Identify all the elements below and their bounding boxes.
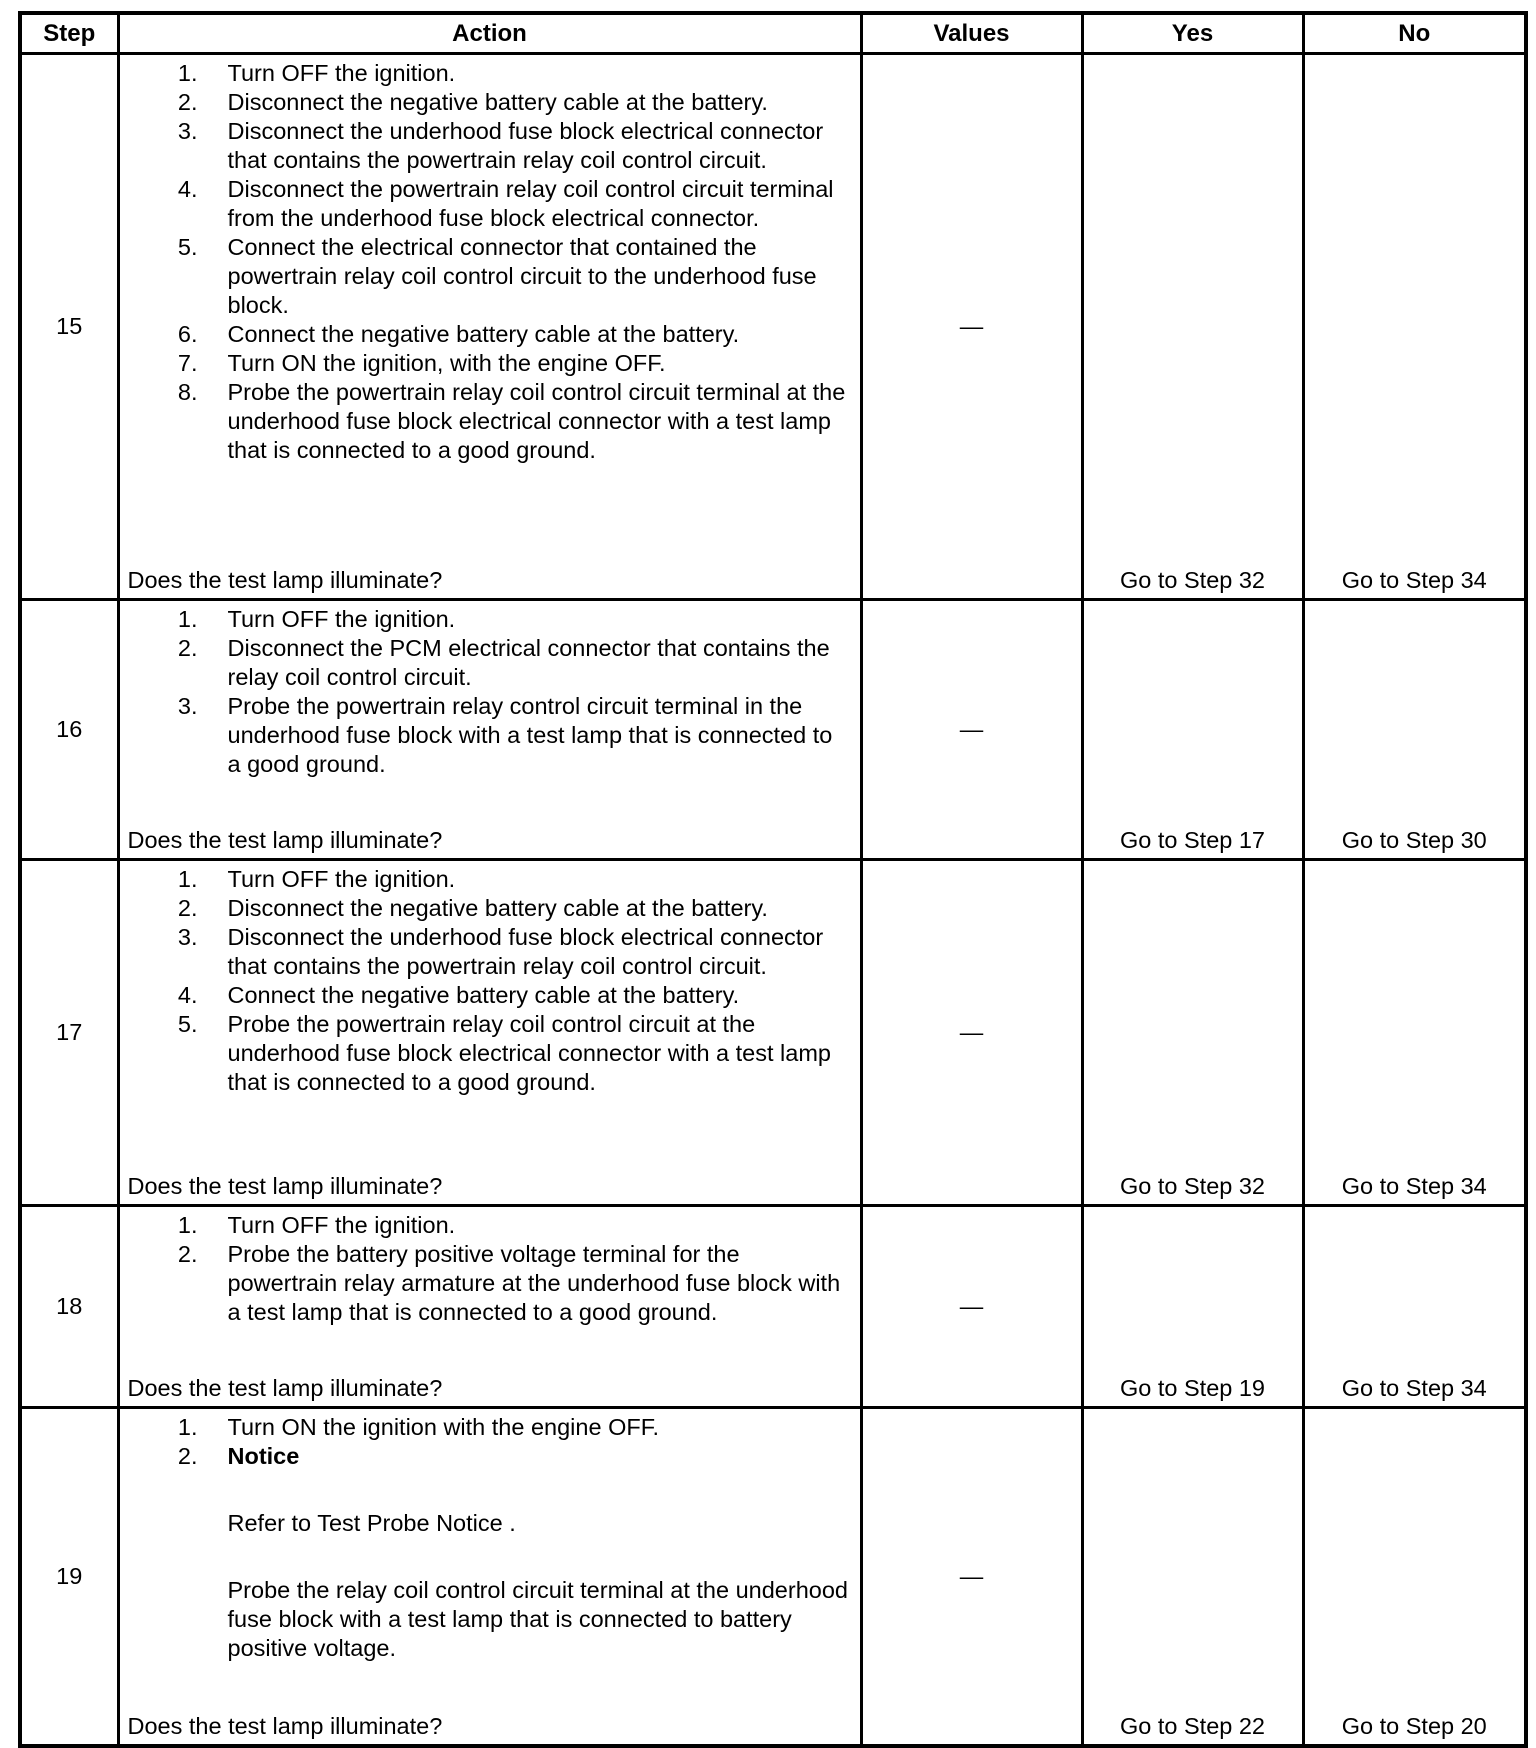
header-step: Step bbox=[20, 13, 118, 54]
action-item bbox=[128, 605, 852, 634]
action-text: Turn OFF the ignition. bbox=[227, 606, 456, 632]
table-row bbox=[20, 600, 1526, 860]
header-action: Action bbox=[118, 13, 861, 54]
action-item bbox=[128, 378, 852, 465]
action-item bbox=[128, 233, 852, 320]
action-number: 3. bbox=[177, 924, 198, 950]
action-item bbox=[128, 865, 852, 894]
step-number: 17 bbox=[20, 860, 118, 1206]
table-row bbox=[20, 54, 1526, 600]
action-item bbox=[128, 923, 852, 981]
action-number: 6. bbox=[177, 321, 198, 347]
action-number: 1. bbox=[177, 60, 198, 86]
no-link[interactable]: Go to Step 34 bbox=[1303, 1206, 1526, 1408]
action-number: 4. bbox=[177, 176, 198, 202]
action-text: Probe the powertrain relay coil control circuit at the underhood fuse block electrical connector with a test lamp that is connected to a good ground. bbox=[227, 1011, 831, 1095]
action-text: Disconnect the underhood fuse block electrical connector that contains the powertrain relay coil control circuit. bbox=[227, 118, 824, 173]
question-text: Does the test lamp illuminate? bbox=[127, 1375, 443, 1401]
action-number: 2. bbox=[177, 1443, 198, 1469]
action-item bbox=[128, 117, 852, 175]
action-item bbox=[128, 1211, 852, 1240]
action-text: Probe the relay coil control circuit terminal at the underhood fuse block with a test lamp that is connected to battery positive voltage. bbox=[227, 1577, 848, 1661]
action-number: 2. bbox=[177, 895, 198, 921]
notice-reference-link[interactable]: Refer to Test Probe Notice . bbox=[227, 1510, 516, 1536]
action-number: 2. bbox=[177, 89, 198, 115]
action-number: 3. bbox=[177, 693, 198, 719]
action-list bbox=[128, 1413, 852, 1663]
question-text: Does the test lamp illuminate? bbox=[127, 1173, 443, 1199]
action-text: Probe the battery positive voltage terminal for the powertrain relay armature at the underhood fuse block with a test lamp that is connected to a good ground. bbox=[227, 1241, 841, 1325]
action-number: 4. bbox=[177, 982, 198, 1008]
action-cell bbox=[118, 1408, 861, 1747]
table-row bbox=[20, 1408, 1526, 1747]
action-text: Disconnect the negative battery cable at the battery. bbox=[227, 895, 768, 921]
action-number: 1. bbox=[177, 866, 198, 892]
action-number: 5. bbox=[177, 1011, 198, 1037]
header-row bbox=[20, 13, 1526, 54]
action-cell bbox=[118, 600, 861, 860]
values-cell: — bbox=[861, 600, 1082, 860]
header-yes: Yes bbox=[1082, 13, 1303, 54]
action-list bbox=[128, 1211, 852, 1327]
action-text: Disconnect the powertrain relay coil control circuit terminal from the underhood fuse block electrical connector. bbox=[227, 176, 834, 231]
action-number: 1. bbox=[177, 1212, 198, 1238]
question-text: Does the test lamp illuminate? bbox=[127, 1713, 443, 1739]
action-item bbox=[128, 1442, 852, 1663]
step-number: 19 bbox=[20, 1408, 118, 1747]
no-link[interactable]: Go to Step 30 bbox=[1303, 600, 1526, 860]
question-text: Does the test lamp illuminate? bbox=[127, 827, 443, 853]
no-link[interactable]: Go to Step 34 bbox=[1303, 860, 1526, 1206]
action-text: Connect the electrical connector that contained the powertrain relay coil control circuit to the underhood fuse block. bbox=[227, 234, 817, 318]
action-text: Turn OFF the ignition. bbox=[227, 1212, 456, 1238]
action-number: 2. bbox=[177, 1241, 198, 1267]
action-item bbox=[128, 1240, 852, 1327]
action-item bbox=[128, 634, 852, 692]
action-item bbox=[128, 349, 852, 378]
action-text: Turn ON the ignition, with the engine OFF. bbox=[227, 350, 666, 376]
values-cell: — bbox=[861, 1408, 1082, 1747]
action-item bbox=[128, 981, 852, 1010]
action-text: Connect the negative battery cable at the battery. bbox=[227, 321, 740, 347]
values-cell: — bbox=[861, 860, 1082, 1206]
step-number: 15 bbox=[20, 54, 118, 600]
values-cell: — bbox=[861, 1206, 1082, 1408]
action-text: Probe the powertrain relay coil control circuit terminal at the underhood fuse block electrical connector with a test lamp that is connected to a good ground. bbox=[227, 379, 846, 463]
table-row bbox=[20, 860, 1526, 1206]
action-item bbox=[128, 320, 852, 349]
step-number: 16 bbox=[20, 600, 118, 860]
yes-link[interactable]: Go to Step 17 bbox=[1082, 600, 1303, 860]
action-cell bbox=[118, 54, 861, 600]
action-list bbox=[128, 865, 852, 1097]
header-no: No bbox=[1303, 13, 1526, 54]
action-text: Disconnect the underhood fuse block electrical connector that contains the powertrain relay coil control circuit. bbox=[227, 924, 824, 979]
table-row bbox=[20, 1206, 1526, 1408]
action-text: Turn OFF the ignition. bbox=[227, 866, 456, 892]
action-list bbox=[128, 605, 852, 779]
yes-link[interactable]: Go to Step 32 bbox=[1082, 860, 1303, 1206]
action-cell bbox=[118, 860, 861, 1206]
action-list bbox=[128, 59, 852, 465]
yes-link[interactable]: Go to Step 32 bbox=[1082, 54, 1303, 600]
action-number: 5. bbox=[177, 234, 198, 260]
yes-link[interactable]: Go to Step 22 bbox=[1082, 1408, 1303, 1747]
action-item bbox=[128, 59, 852, 88]
action-text: Disconnect the PCM electrical connector that contains the relay coil control circuit. bbox=[227, 635, 830, 690]
action-text: Turn OFF the ignition. bbox=[227, 60, 456, 86]
action-item bbox=[128, 894, 852, 923]
values-cell: — bbox=[861, 54, 1082, 600]
action-number: 3. bbox=[177, 118, 198, 144]
action-item bbox=[128, 88, 852, 117]
action-cell bbox=[118, 1206, 861, 1408]
action-text: Disconnect the negative battery cable at the battery. bbox=[227, 89, 768, 115]
notice-block bbox=[228, 1442, 852, 1663]
action-text: Turn ON the ignition with the engine OFF. bbox=[227, 1414, 659, 1440]
no-link[interactable]: Go to Step 34 bbox=[1303, 54, 1526, 600]
question-text: Does the test lamp illuminate? bbox=[127, 567, 443, 593]
action-number: 2. bbox=[177, 635, 198, 661]
yes-link[interactable]: Go to Step 19 bbox=[1082, 1206, 1303, 1408]
action-item bbox=[128, 175, 852, 233]
no-link[interactable]: Go to Step 20 bbox=[1303, 1408, 1526, 1747]
action-item bbox=[128, 692, 852, 779]
action-number: 1. bbox=[177, 606, 198, 632]
action-number: 8. bbox=[177, 379, 198, 405]
action-number: 7. bbox=[177, 350, 198, 376]
action-number: 1. bbox=[177, 1414, 198, 1440]
step-number: 18 bbox=[20, 1206, 118, 1408]
action-text: Connect the negative battery cable at the battery. bbox=[227, 982, 740, 1008]
notice-title: Notice bbox=[227, 1443, 300, 1469]
action-item bbox=[128, 1010, 852, 1097]
action-item bbox=[128, 1413, 852, 1442]
action-text: Probe the powertrain relay control circuit terminal in the underhood fuse block with a test lamp that is connected to a good ground. bbox=[227, 693, 833, 777]
diagnostic-table bbox=[18, 11, 1528, 1748]
header-values: Values bbox=[861, 13, 1082, 54]
